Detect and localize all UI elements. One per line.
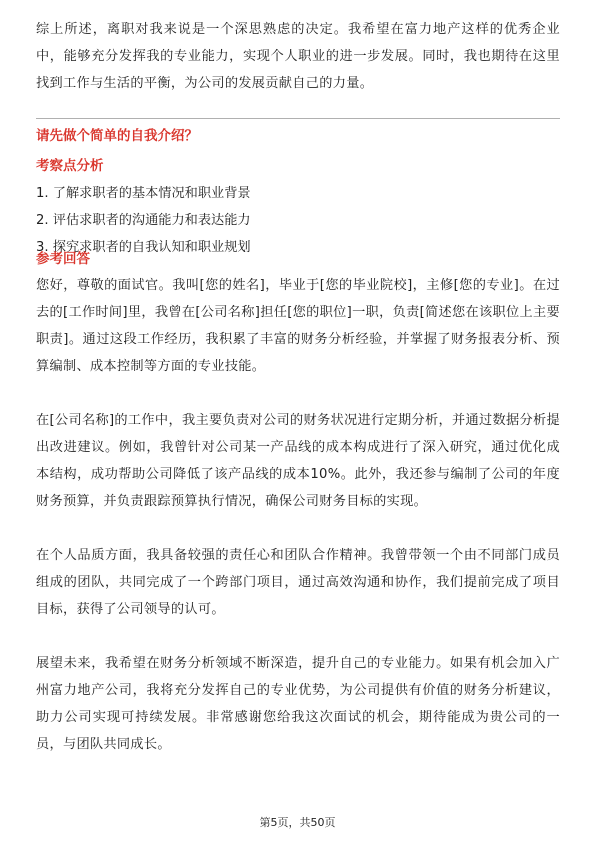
answer-body [36,272,560,785]
question-heading: 请先做个简单的自我介绍？ [36,128,198,144]
analysis-point: 3. 探究求职者的自我认知和职业规划 [36,240,251,255]
answer-paragraph: 您好，尊敬的面试官。我叫[您的姓名]，毕业于[您的毕业院校]，主修[您的专业]。在过去的[工作时间]里，我曾在[公司名称]担任[您的职位]一职，负责[简述您在该职位上主要职责]。通过这段工作经历，我积累了丰富的财务分析经验，并掌握了财务报表分析、预算编制、成本控制等方面的专业技能。 [36,278,560,374]
answer-paragraph: 在个人品质方面，我具备较强的责任心和团队合作精神。我曾带领一个由不同部门成员组成的团队，共同完成了一个跨部门项目，通过高效沟通和协作，我们提前完成了项目目标，获得了公司领导的认可。 [36,548,560,617]
page-number-footer: 第5页，共50页 [259,816,336,829]
section-divider [36,118,560,119]
answer-title: 参考回答 [36,251,90,267]
answer-paragraph: 展望未来，我希望在财务分析领域不断深造，提升自己的专业能力。如果有机会加入广州富力地产公司，我将充分发挥自己的专业优势，为公司提供有价值的财务分析建议，助力公司实现可持续发展。非常感谢您给我这次面试的机会，期待能成为贵公司的一员，与团队共同成长。 [36,656,560,752]
analysis-point: 1. 了解求职者的基本情况和职业背景 [36,186,251,201]
answer-paragraph: 在[公司名称]的工作中，我主要负责对公司的财务状况进行定期分析，并通过数据分析提出改进建议。例如，我曾针对公司某一产品线的成本构成进行了深入研究，通过优化成本结构，成功帮助公司降低了该产品线的成本10%。此外，我还参与编制了公司的年度财务预算，并负责跟踪预算执行情况，确保公司财务目标的实现。 [36,413,560,509]
analysis-title: 考察点分析 [36,158,104,174]
intro-paragraph: 综上所述，离职对我来说是一个深思熟虑的决定。我希望在富力地产这样的优秀企业中，能够充分发挥我的专业能力，实现个人职业的进一步发展。同时，我也期待在这里找到工作与生活的平衡，为公司的发展贡献自己的力量。 [36,22,560,91]
analysis-point: 2. 评估求职者的沟通能力和表达能力 [36,213,251,228]
